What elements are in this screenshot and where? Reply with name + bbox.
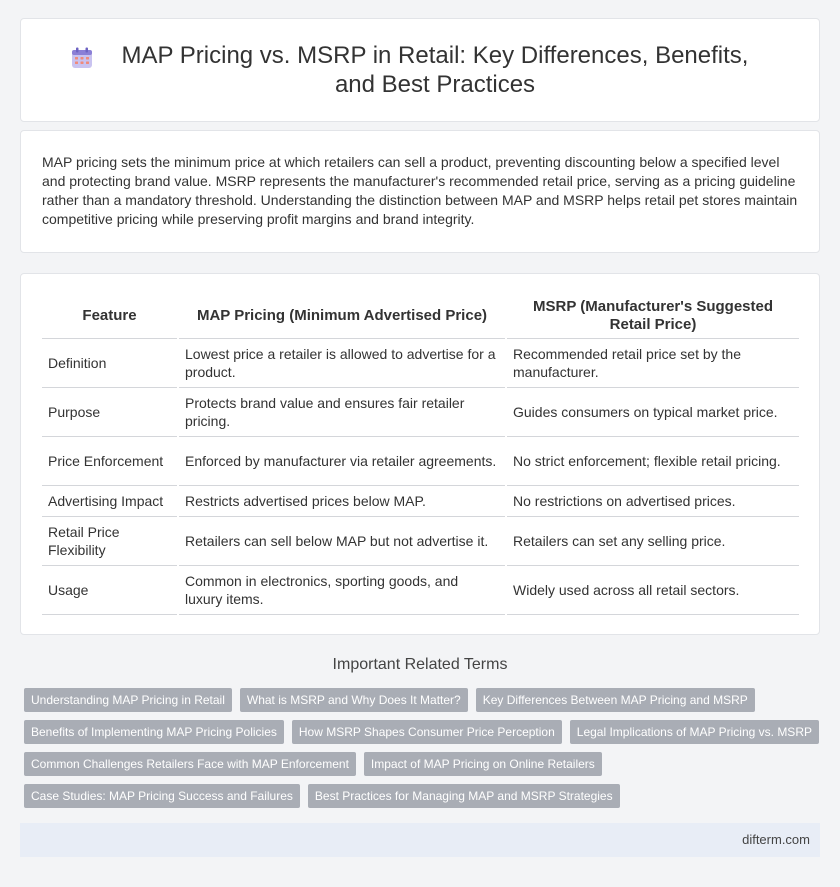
table-cell-msrp: No restrictions on advertised prices.: [506, 485, 799, 516]
header-card: [20, 18, 820, 122]
table-cell-msrp: Recommended retail price set by the manufacturer.: [506, 338, 799, 387]
column-header-msrp: MSRP (Manufacturer's Suggested Retail Price): [506, 294, 799, 338]
table-row: [42, 485, 799, 516]
table-cell-map: Retailers can sell below MAP but not advertise it.: [178, 516, 506, 565]
table-row: [42, 387, 799, 436]
table-row: [42, 565, 799, 614]
related-term-tag[interactable]: Case Studies: MAP Pricing Success and Failures: [24, 784, 300, 808]
related-term-tag[interactable]: Benefits of Implementing MAP Pricing Policies: [24, 720, 284, 744]
related-term-tag[interactable]: Understanding MAP Pricing in Retail: [24, 688, 232, 712]
table-cell-feature: Definition: [42, 338, 178, 387]
table-cell-feature: Price Enforcement: [42, 436, 178, 485]
table-row: [42, 338, 799, 387]
footer-bar: [20, 823, 820, 857]
intro-paragraph: MAP pricing sets the minimum price at which retailers can sell a product, preventing discounting below a specified level and protecting brand value. MSRP represents the manufacturer's recommended retail price, serving as a pricing guideline rather than a mandatory threshold. Understanding the distinction between MAP and MSRP helps retail pet stores maintain competitive pricing while preserving profit margins and brand integrity.: [42, 154, 798, 227]
related-terms-title: Important Related Terms: [332, 656, 508, 673]
comparison-table: [42, 294, 799, 615]
tag-row: [24, 720, 824, 744]
page-title: MAP Pricing vs. MSRP in Retail: Key Differences, Benefits, and Best Practices: [121, 42, 749, 98]
related-term-tag[interactable]: How MSRP Shapes Consumer Price Perception: [292, 720, 562, 744]
intro-card: [20, 130, 820, 253]
table-cell-feature: Retail Price Flexibility: [42, 516, 178, 565]
table-cell-msrp: Retailers can set any selling price.: [506, 516, 799, 565]
comparison-table-card: [20, 273, 820, 635]
table-cell-map: Lowest price a retailer is allowed to advertise for a product.: [178, 338, 506, 387]
footer-site-link[interactable]: difterm.com: [742, 832, 810, 847]
table-cell-map: Enforced by manufacturer via retailer agreements.: [178, 436, 506, 485]
related-term-tag[interactable]: Best Practices for Managing MAP and MSRP Strategies: [308, 784, 620, 808]
table-cell-map: Common in electronics, sporting goods, and luxury items.: [178, 565, 506, 614]
table-cell-msrp: Widely used across all retail sectors.: [506, 565, 799, 614]
tag-row: [24, 688, 824, 712]
table-cell-map: Restricts advertised prices below MAP.: [178, 485, 506, 516]
table-row: [42, 436, 799, 485]
column-header-feature: Feature: [42, 294, 178, 338]
related-term-tag[interactable]: Key Differences Between MAP Pricing and MSRP: [476, 688, 755, 712]
related-term-tag[interactable]: Common Challenges Retailers Face with MAP Enforcement: [24, 752, 356, 776]
table-header-row: [42, 294, 799, 338]
column-header-map: MAP Pricing (Minimum Advertised Price): [178, 294, 506, 338]
table-cell-msrp: Guides consumers on typical market price.: [506, 387, 799, 436]
table-cell-feature: Advertising Impact: [42, 485, 178, 516]
related-term-tag[interactable]: What is MSRP and Why Does It Matter?: [240, 688, 468, 712]
table-row: [42, 516, 799, 565]
related-term-tag[interactable]: Legal Implications of MAP Pricing vs. MSRP: [570, 720, 819, 744]
page-title-wrap: [21, 41, 819, 99]
related-term-tag[interactable]: Impact of MAP Pricing on Online Retailers: [364, 752, 602, 776]
table-cell-feature: Usage: [42, 565, 178, 614]
tag-row: [24, 784, 824, 808]
table-cell-msrp: No strict enforcement; flexible retail pricing.: [506, 436, 799, 485]
table-cell-map: Protects brand value and ensures fair retailer pricing.: [178, 387, 506, 436]
tag-row: [24, 752, 824, 776]
table-cell-feature: Purpose: [42, 387, 178, 436]
related-terms-list: [24, 688, 824, 816]
